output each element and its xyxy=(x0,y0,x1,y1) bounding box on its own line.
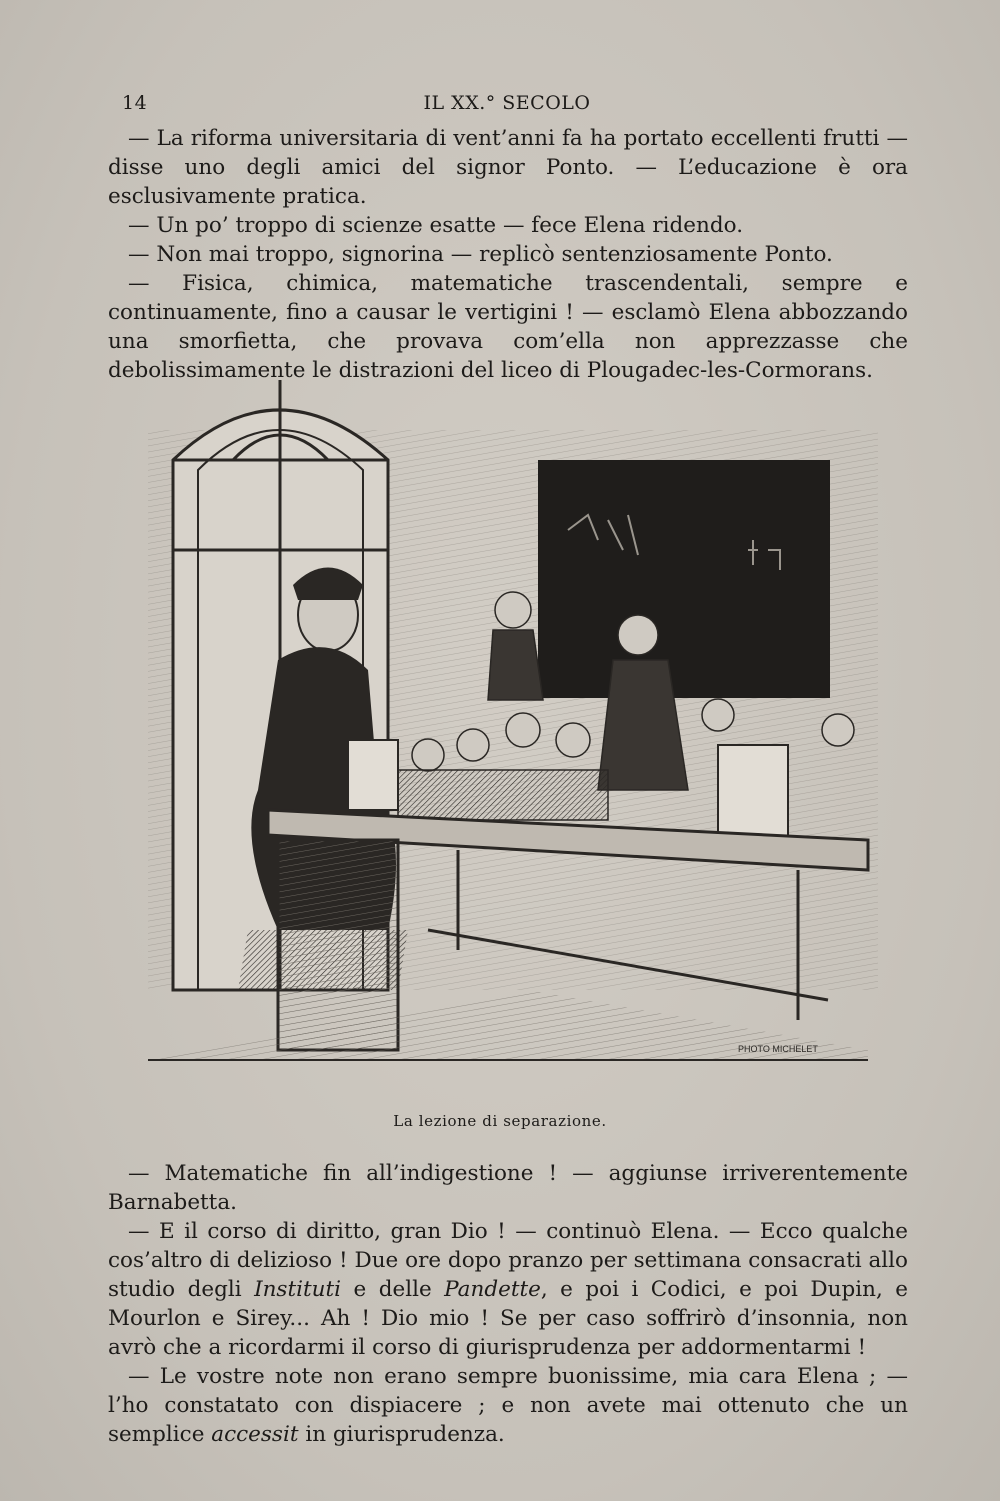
page-number: 14 xyxy=(122,92,148,114)
running-title: IL XX.° SECOLO xyxy=(423,92,591,114)
italic-term: Instituti xyxy=(254,1277,341,1302)
paragraph xyxy=(108,1217,908,1362)
classroom-illustration xyxy=(128,370,890,1070)
text-run: — E il corso di diritto, gran Dio ! — continuò Elena. — Ecco qualche cos’altro di delizioso ! Due ore dopo pranzo per settimana consacrati allo studio degli xyxy=(108,1219,908,1302)
italic-term: Pandette xyxy=(444,1277,541,1302)
paragraph: — Non mai troppo, signorina — replicò sentenziosamente Ponto. xyxy=(128,242,833,267)
figure-caption: La lezione di separazione. xyxy=(393,1112,607,1130)
bottom-text-block xyxy=(108,1159,908,1449)
text-run: in giurisprudenza. xyxy=(298,1422,505,1447)
paragraph: — Matematiche fin all’indigestione ! — aggiunse irriverentemente Barnabetta. xyxy=(108,1161,908,1215)
paragraph: — Un po’ troppo di scienze esatte — fece Elena ridendo. xyxy=(128,213,744,238)
paragraph: — Fisica, chimica, matematiche trascendentali, sempre e continuamente, fino a causar le vertigini ! — esclamò Elena abbozzando una smorfietta, che provava com’ella non apprezzasse che debolissimamente le distrazioni del liceo di Plougadec-les-Cormorans. xyxy=(108,271,908,383)
blackboard xyxy=(538,460,830,698)
text-run: , e poi i Codici, e poi Dupin, e Mourlon e Sirey... Ah ! Dio mio ! Se per caso soffrirò d’insonnia, non avrò che a ricordarmi il corso di giurisprudenza per addormentarmi ! xyxy=(108,1277,908,1360)
text-run: e delle xyxy=(341,1277,445,1302)
paragraph: — La riforma universitaria di vent’anni fa ha portato eccellenti frutti — disse uno degli amici del signor Ponto. — L’educazione è ora esclusivamente pratica. xyxy=(108,126,908,209)
top-text-block xyxy=(108,124,908,385)
text-run: — Le vostre note non erano sempre buonissime, mia cara Elena ; — l’ho constatato con dispiacere ; e non avete mai ottenuto che un semplice xyxy=(108,1364,908,1447)
paragraph xyxy=(108,1362,908,1449)
illustration-signature: PHOTO MICHELET xyxy=(738,1044,818,1054)
page-header xyxy=(122,92,892,118)
italic-term: accessit xyxy=(211,1422,299,1447)
